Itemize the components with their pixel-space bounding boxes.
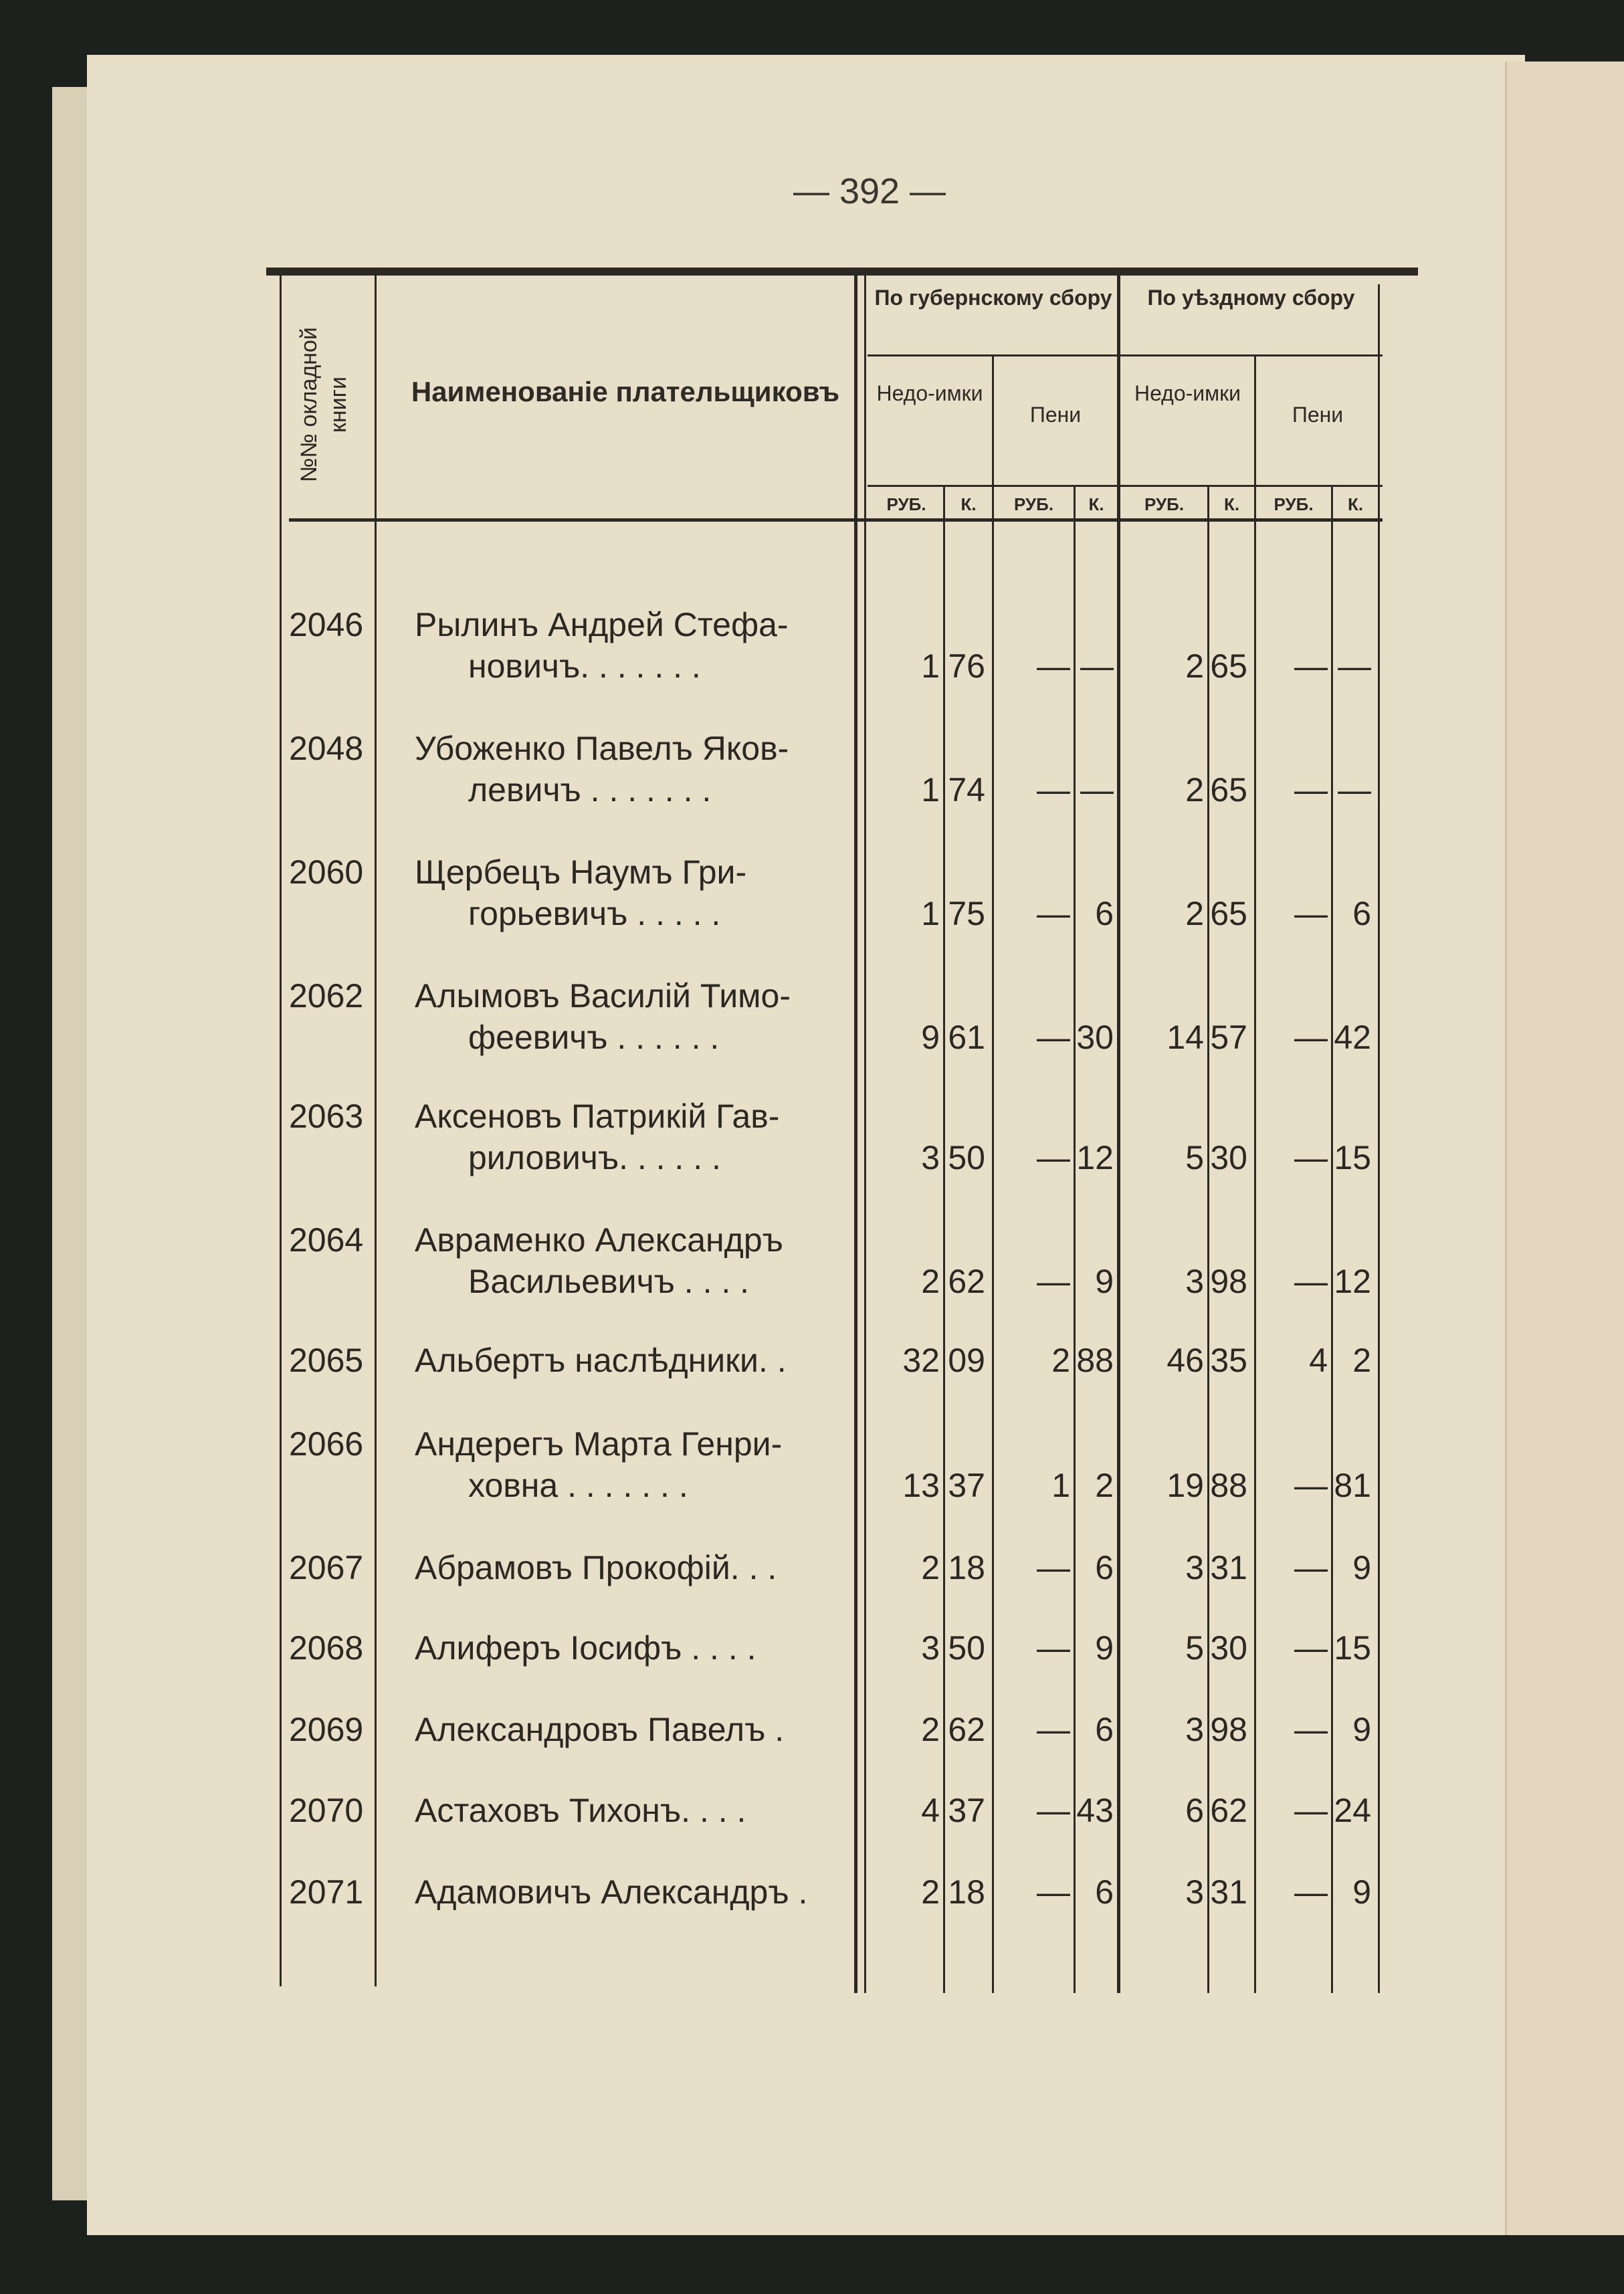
row-payer-name: Аксеновъ Патрикій Гав-: [415, 1098, 780, 1135]
amount-gp-r: 1: [1051, 1467, 1070, 1504]
header-penalty-2: Пени: [1292, 403, 1344, 427]
unit-k-2: К.: [1088, 494, 1104, 514]
up-rub-k-rule: [1331, 485, 1333, 1993]
amount-un-k: 65: [1210, 647, 1247, 685]
amount-gn-k: 61: [948, 1019, 985, 1056]
amount-up-k: 81: [1334, 1467, 1371, 1504]
unit-rub-3: РУБ.: [1144, 494, 1185, 514]
amount-gp-r: —: [1037, 1139, 1070, 1176]
amount-up-r: —: [1294, 1467, 1328, 1504]
amount-up-r: —: [1294, 647, 1328, 685]
row-payer-name: Адамовичъ Александръ .: [415, 1873, 808, 1911]
amount-gn-r: 2: [921, 1549, 940, 1586]
amount-up-r: —: [1294, 1263, 1328, 1300]
header-book-number: №№ окладной книги: [296, 327, 352, 482]
amount-gp-k: 30: [1076, 1019, 1114, 1056]
amount-gn-r: 2: [921, 1263, 940, 1300]
amount-gp-k: 6: [1095, 895, 1114, 932]
amount-gp-k: 2: [1095, 1467, 1114, 1504]
amount-gp-k: 43: [1076, 1792, 1114, 1829]
amount-un-k: 31: [1210, 1873, 1247, 1911]
amount-gp-k: 6: [1095, 1549, 1114, 1586]
amount-un-k: 98: [1210, 1711, 1247, 1748]
table-left-rule: [280, 271, 282, 1986]
amount-gp-r: —: [1037, 1629, 1070, 1667]
row-payer-name: Абрамовъ Прокофій. . .: [415, 1549, 777, 1586]
header-province-levy: По губернскому сбору: [874, 286, 1112, 310]
unit-rub-1: РУБ.: [886, 494, 926, 514]
row-payer-name: Альбертъ наслѣдники. .: [415, 1342, 787, 1379]
amount-gp-r: —: [1037, 895, 1070, 932]
amount-up-r: 4: [1309, 1342, 1328, 1379]
amount-gp-r: —: [1037, 1873, 1070, 1911]
amount-up-r: —: [1294, 1873, 1328, 1911]
amount-up-k: 12: [1334, 1263, 1371, 1300]
amount-un-k: 35: [1210, 1342, 1247, 1379]
id-col-rule: [375, 271, 377, 1986]
unit-k-1: К.: [960, 494, 977, 514]
amount-gn-k: 18: [948, 1873, 985, 1911]
amount-gn-r: 1: [921, 647, 940, 685]
amount-up-k: 6: [1352, 895, 1371, 932]
amount-up-r: —: [1294, 1792, 1328, 1829]
amount-un-k: 62: [1210, 1792, 1247, 1829]
row-book-number: 2060: [289, 853, 364, 891]
amount-up-r: —: [1294, 1139, 1328, 1176]
amount-gp-r: —: [1037, 1792, 1070, 1829]
amount-un-k: 30: [1210, 1629, 1247, 1667]
amount-gn-k: 37: [948, 1467, 985, 1504]
row-payer-name: Александровъ Павелъ .: [415, 1711, 785, 1748]
gp-rub-k-rule: [1074, 485, 1076, 1993]
amount-gn-r: 32: [902, 1342, 940, 1379]
amount-un-k: 30: [1210, 1139, 1247, 1176]
amount-gn-r: 2: [921, 1873, 940, 1911]
group-split-rule: [1117, 271, 1120, 1993]
header-bottom-rule: [289, 518, 1383, 522]
amount-gp-r: —: [1037, 1549, 1070, 1586]
amount-un-r: 5: [1185, 1629, 1204, 1667]
amount-gp-k: —: [1080, 647, 1114, 685]
amount-up-k: —: [1338, 647, 1371, 685]
row-payer-name: Астаховъ Тихонъ. . . .: [415, 1792, 746, 1829]
amount-up-r: —: [1294, 1629, 1328, 1667]
amount-gp-r: —: [1037, 647, 1070, 685]
row-book-number: 2062: [289, 977, 364, 1015]
amount-gn-r: 3: [921, 1629, 940, 1667]
amount-un-r: 3: [1185, 1711, 1204, 1748]
header-penalty-1: Пени: [1029, 403, 1082, 427]
page-number: — 392 —: [793, 171, 946, 211]
amount-gn-k: 37: [948, 1792, 985, 1829]
header-arrears-2: Недо-имки: [1134, 381, 1241, 405]
row-book-number: 2068: [289, 1629, 364, 1667]
amount-up-k: 9: [1352, 1873, 1371, 1911]
amount-gp-r: —: [1037, 771, 1070, 809]
unit-k-3: К.: [1223, 494, 1240, 514]
row-payer-name-cont: феевичъ . . . . . .: [468, 1019, 720, 1056]
un-rub-k-rule: [1207, 485, 1209, 1993]
amount-gn-k: 18: [948, 1549, 985, 1586]
amount-un-k: 31: [1210, 1549, 1247, 1586]
row-payer-name: Алымовъ Василій Тимо-: [415, 977, 791, 1015]
row-book-number: 2046: [289, 606, 364, 643]
row-payer-name: Щербецъ Наумъ Гри-: [415, 853, 747, 891]
amount-un-k: 98: [1210, 1263, 1247, 1300]
row-payer-name: Убоженко Павелъ Яков-: [415, 730, 789, 767]
row-payer-name-cont: Васильевичъ . . . .: [468, 1263, 750, 1300]
amount-un-r: 3: [1185, 1549, 1204, 1586]
amount-gn-k: 09: [948, 1342, 985, 1379]
amount-up-r: —: [1294, 1711, 1328, 1748]
row-payer-name-cont: ховна . . . . . . .: [468, 1467, 688, 1504]
amount-gp-k: —: [1080, 771, 1114, 809]
name-col-rule: [854, 271, 857, 1993]
gn-rub-k-rule: [943, 485, 945, 1993]
amount-un-r: 14: [1166, 1019, 1204, 1056]
row-book-number: 2065: [289, 1342, 364, 1379]
amount-un-r: 5: [1185, 1139, 1204, 1176]
row-payer-name-cont: новичъ. . . . . . .: [468, 647, 701, 685]
row-book-number: 2070: [289, 1792, 364, 1829]
facing-page-edge: [1505, 62, 1624, 2235]
amount-gp-k: 9: [1095, 1629, 1114, 1667]
row-payer-name-cont: риловичъ. . . . . .: [468, 1139, 721, 1176]
amount-gn-r: 3: [921, 1139, 940, 1176]
unit-rub-2: РУБ.: [1013, 494, 1054, 514]
amount-un-r: 3: [1185, 1873, 1204, 1911]
header-district-levy: По уѣздному сбору: [1147, 286, 1355, 310]
amount-un-r: 6: [1185, 1792, 1204, 1829]
amount-gn-k: 62: [948, 1263, 985, 1300]
row-book-number: 2063: [289, 1098, 364, 1135]
amount-up-k: 42: [1334, 1019, 1371, 1056]
amount-un-r: 19: [1166, 1467, 1204, 1504]
amount-un-r: 3: [1185, 1263, 1204, 1300]
amount-up-k: 9: [1352, 1711, 1371, 1748]
amount-gp-k: 6: [1095, 1873, 1114, 1911]
amount-gn-k: 76: [948, 647, 985, 685]
amount-gn-k: 50: [948, 1629, 985, 1667]
amount-gp-r: —: [1037, 1019, 1070, 1056]
amount-gp-r: 2: [1051, 1342, 1070, 1379]
amount-up-r: —: [1294, 1019, 1328, 1056]
amount-un-r: 2: [1185, 771, 1204, 809]
table-right-rule: [1378, 284, 1380, 1993]
amount-gn-k: 62: [948, 1711, 985, 1748]
amount-gn-r: 2: [921, 1711, 940, 1748]
group-divider-rule: [868, 354, 1383, 356]
row-payer-name: Андерегъ Марта Генри-: [415, 1425, 783, 1463]
amount-up-k: 2: [1352, 1342, 1371, 1379]
amount-gp-r: —: [1037, 1711, 1070, 1748]
amount-un-k: 65: [1210, 895, 1247, 932]
amount-up-k: 24: [1334, 1792, 1371, 1829]
row-payer-name: Авраменко Александръ: [415, 1221, 783, 1259]
amount-gn-k: 50: [948, 1139, 985, 1176]
amount-gn-k: 74: [948, 771, 985, 809]
row-book-number: 2066: [289, 1425, 364, 1463]
amount-gp-k: 12: [1076, 1139, 1114, 1176]
unit-rub-4: РУБ.: [1274, 494, 1314, 514]
header-payer-name: Наименованіе плательщиковъ: [411, 376, 840, 407]
amount-un-k: 88: [1210, 1467, 1247, 1504]
unit-k-4: К.: [1347, 494, 1364, 514]
amount-up-k: 15: [1334, 1139, 1371, 1176]
amount-gp-k: 6: [1095, 1711, 1114, 1748]
row-payer-name: Рылинъ Андрей Стефа-: [415, 606, 789, 643]
header-arrears-1: Недо-имки: [876, 381, 983, 405]
table-top-rule: [266, 268, 1418, 276]
amount-gp-r: —: [1037, 1263, 1070, 1300]
row-book-number: 2071: [289, 1873, 364, 1911]
amount-gn-r: 13: [902, 1467, 940, 1504]
amount-gn-r: 9: [921, 1019, 940, 1056]
amount-gp-k: 9: [1095, 1263, 1114, 1300]
amount-un-r: 2: [1185, 895, 1204, 932]
amount-up-k: 9: [1352, 1549, 1371, 1586]
amount-gn-r: 1: [921, 895, 940, 932]
amount-up-r: —: [1294, 1549, 1328, 1586]
amount-gn-r: 4: [921, 1792, 940, 1829]
amount-up-r: —: [1294, 771, 1328, 809]
row-book-number: 2048: [289, 730, 364, 767]
amount-gn-k: 75: [948, 895, 985, 932]
amount-gp-k: 88: [1076, 1342, 1114, 1379]
row-book-number: 2064: [289, 1221, 364, 1259]
row-book-number: 2067: [289, 1549, 364, 1586]
amount-up-k: —: [1338, 771, 1371, 809]
amount-un-k: 57: [1210, 1019, 1247, 1056]
amount-up-k: 15: [1334, 1629, 1371, 1667]
row-book-number: 2069: [289, 1711, 364, 1748]
amount-up-r: —: [1294, 895, 1328, 932]
row-payer-name: Алиферъ Іосифъ . . . .: [415, 1629, 756, 1667]
row-payer-name-cont: левичъ . . . . . . .: [468, 771, 712, 809]
amount-un-r: 46: [1166, 1342, 1204, 1379]
amount-un-r: 2: [1185, 647, 1204, 685]
amount-gn-r: 1: [921, 771, 940, 809]
row-payer-name-cont: горьевичъ . . . . .: [468, 895, 721, 932]
amount-un-k: 65: [1210, 771, 1247, 809]
